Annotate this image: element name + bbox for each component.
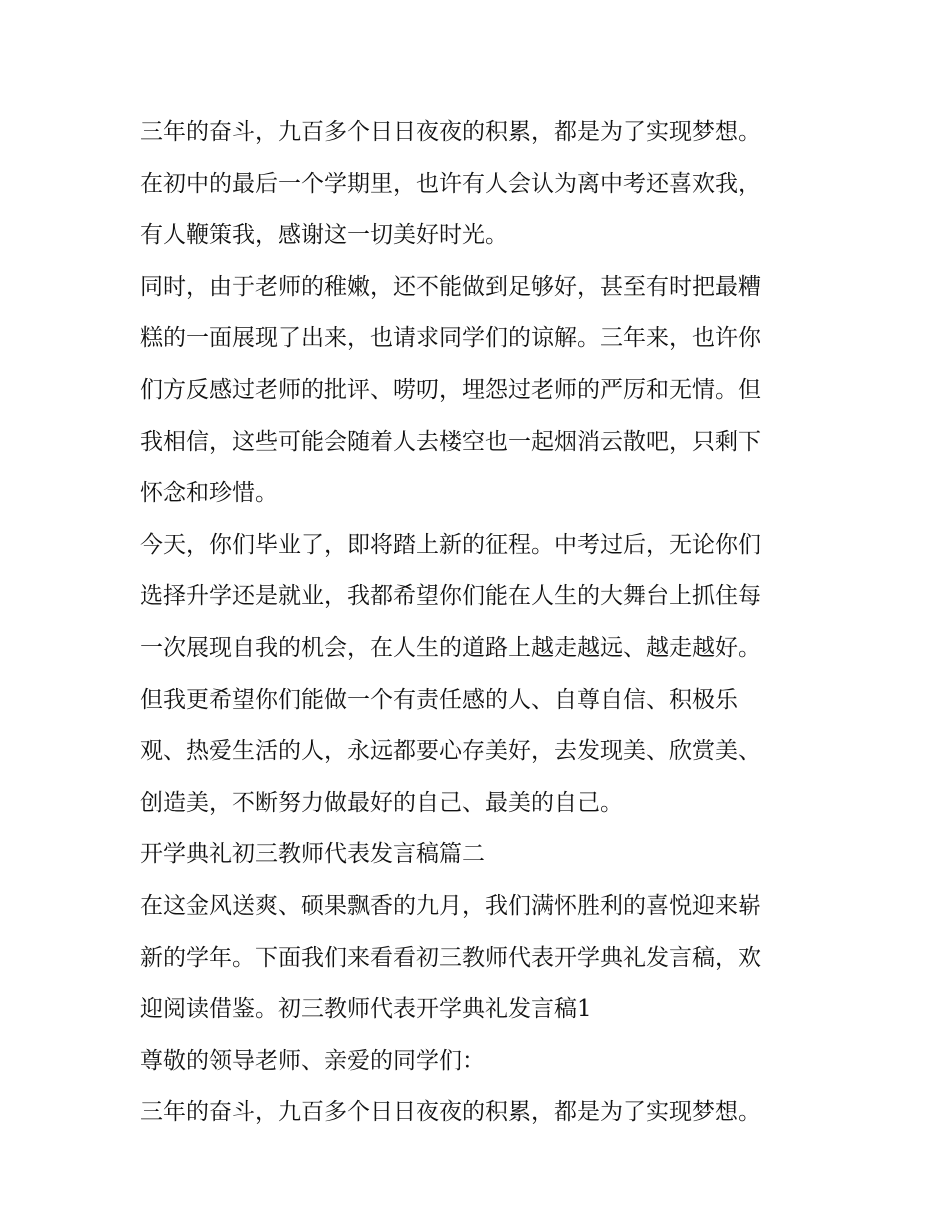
text-line: 新的学年。下面我们来看看初三教师代表开学典礼发言稿，欢 — [140, 944, 761, 971]
text-line: 同时，由于老师的稚嫩，还不能做到足够好，甚至有时把最糟 — [140, 273, 761, 300]
text-line: 今天，你们毕业了，即将踏上新的征程。中考过后，无论你们 — [140, 531, 761, 558]
text-line: 怀念和珍惜。 — [140, 480, 278, 507]
text-line: 三年的奋斗，九百多个日日夜夜的积累，都是为了实现梦想。 — [140, 1099, 761, 1126]
text-line: 观、热爱生活的人，永远都要心存美好，去发现美、欣赏美、 — [140, 738, 761, 765]
text-line: 三年的奋斗，九百多个日日夜夜的积累，都是为了实现梦想。 — [140, 119, 761, 145]
text-line: 一次展现自我的机会，在人生的道路上越走越远、越走越好。 — [140, 634, 761, 661]
text-line: 选择升学还是就业，我都希望你们能在人生的大舞台上抓住每 — [140, 583, 761, 610]
salutation: 尊敬的领导老师、亲爱的同学们： — [140, 1047, 485, 1074]
text-line: 我相信，这些可能会随着人去楼空也一起烟消云散吧，只剩下 — [140, 428, 761, 455]
document-body — [140, 107, 820, 1139]
text-line: 创造美，不断努力做最好的自己、最美的自己。 — [140, 789, 623, 816]
text-line: 有人鞭策我，感谢这一切美好时光。 — [140, 222, 508, 249]
text-line: 糕的一面展现了出来，也请求同学们的谅解。三年来，也许你 — [140, 325, 761, 352]
text-line: 在初中的最后一个学期里，也许有人会认为离中考还喜欢我， — [140, 170, 761, 197]
text-line: 但我更希望你们能做一个有责任感的人、自尊自信、积极乐 — [140, 686, 738, 713]
text-line: 在这金风送爽、硕果飘香的九月，我们满怀胜利的喜悦迎来崭 — [140, 892, 761, 919]
text-line: 迎阅读借鉴。初三教师代表开学典礼发言稿1 — [140, 996, 592, 1023]
text-line: 们方反感过老师的批评、唠叨，埋怨过老师的严厉和无情。但 — [140, 376, 761, 403]
section-heading: 开学典礼初三教师代表发言稿篇二 — [140, 841, 485, 868]
